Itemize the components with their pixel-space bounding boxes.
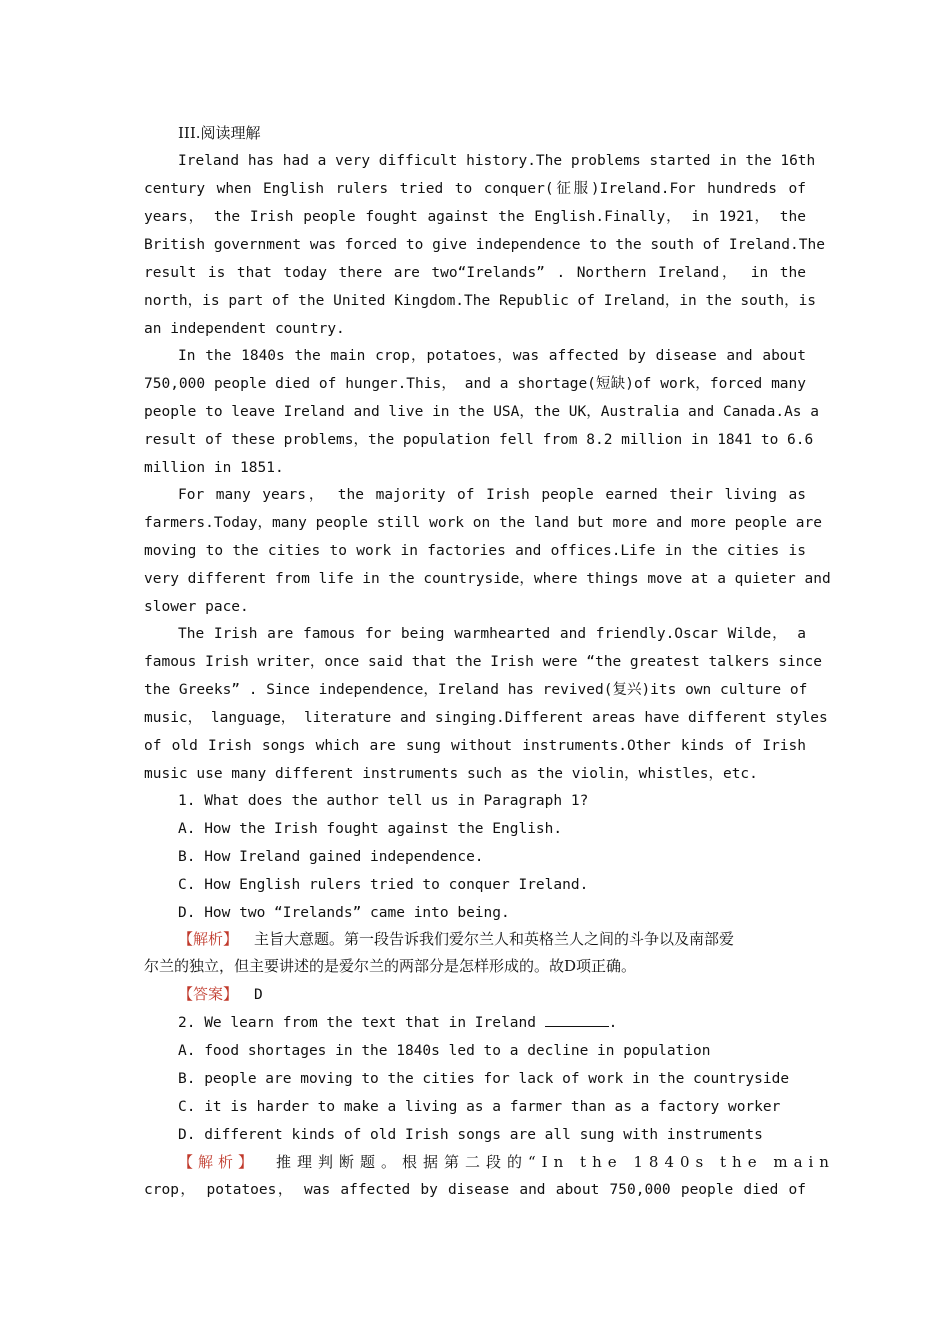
passage-line: The Irish are famous for being warmhearted and friendly.Oscar Wilde， a <box>178 626 806 642</box>
passage-line: people to leave Ireland and live in the USA，the UK，Australia and Canada.As a <box>144 404 820 420</box>
passage-line: music， language， literature and singing.Different areas have different styles <box>144 710 828 726</box>
passage-line: very different from life in the countryside，where things move at a quieter and <box>144 571 831 587</box>
passage-line: century when English rulers tried to conquer(征服)Ireland.For hundreds of <box>144 181 806 197</box>
analysis-text: 推理判断题。根据第二段的“In the 1840s the main <box>276 1153 835 1171</box>
passage-line: For many years， the majority of Irish people earned their living as <box>178 487 806 503</box>
passage-line: of old Irish songs which are sung without instruments.Other kinds of Irish <box>144 738 806 754</box>
question-1-analysis-cont: 尔兰的独立，但主要讲述的是爱尔兰的两部分是怎样形成的。故D项正确。 <box>144 957 637 975</box>
passage-line: the Greeks” . Since independence，Ireland has revived(复兴)its own culture of <box>144 682 808 698</box>
analysis-tag: 【解析】 <box>178 930 239 948</box>
answer-tag: 【答案】 <box>178 985 239 1003</box>
question-2-analysis-cont: crop， potatoes， was affected by disease and about 750,000 people died of <box>144 1182 806 1198</box>
passage-line: million in 1851. <box>144 460 284 476</box>
passage-line: an independent country. <box>144 321 345 337</box>
question-1-option-c: C. How English rulers tried to conquer Ireland. <box>178 877 589 893</box>
passage-line: north，is part of the United Kingdom.The Republic of Ireland，in the south，is <box>144 293 817 309</box>
passage-line: Ireland has had a very difficult history.The problems started in the 16th <box>178 153 816 169</box>
passage-line: years， the Irish people fought against the English.Finally， in 1921， the <box>144 209 806 225</box>
section-title: III.阅读理解 <box>178 124 261 142</box>
answer-value: D <box>254 987 263 1003</box>
question-2-stem: 2. We learn from the text that in Ireland . <box>144 1010 806 1036</box>
analysis-tag: 【解析】 <box>178 1153 259 1171</box>
question-1-answer <box>144 981 806 1007</box>
passage-line: slower pace. <box>144 599 249 615</box>
passage-line: famous Irish writer，once said that the Irish were “the greatest talkers since <box>144 654 822 670</box>
passage-line: 750,000 people died of hunger.This， and a shortage(短缺)of work，forced many <box>144 376 806 392</box>
question-2-option-b: B. people are moving to the cities for lack of work in the countryside <box>178 1071 790 1087</box>
passage-line: moving to the cities to work in factories and offices.Life in the cities is <box>144 543 806 559</box>
question-2-option-a: A. food shortages in the 1840s led to a decline in population <box>178 1043 711 1059</box>
question-1-option-a: A. How the Irish fought against the English. <box>178 821 563 837</box>
passage-line: In the 1840s the main crop，potatoes，was affected by disease and about <box>178 348 806 364</box>
passage-line: result is that today there are two“Irelands” . Northern Ireland， in the <box>144 265 806 281</box>
question-1-stem: 1. What does the author tell us in Paragraph 1? <box>178 793 589 809</box>
question-1-option-d: D. How two “Irelands” came into being. <box>178 905 510 921</box>
passage-line: British government was forced to give independence to the south of Ireland.The <box>144 237 825 253</box>
answer-blank <box>545 1012 609 1027</box>
passage-line: music use many different instruments such as the violin，whistles，etc. <box>144 766 758 782</box>
passage-line: result of these problems，the population fell from 8.2 million in 1841 to 6.6 <box>144 432 814 448</box>
question-1-option-b: B. How Ireland gained independence. <box>178 849 484 865</box>
question-2-option-d: D. different kinds of old Irish songs are all sung with instruments <box>178 1127 763 1143</box>
analysis-text: 主旨大意题。第一段告诉我们爱尔兰人和英格兰人之间的斗争以及南部爱 <box>254 930 735 948</box>
passage-line: farmers.Today，many people still work on the land but more and more people are <box>144 515 822 531</box>
question-1-analysis <box>144 926 806 952</box>
question-2-option-c: C. it is harder to make a living as a farmer than as a factory worker <box>178 1099 781 1115</box>
question-2-analysis <box>144 1149 835 1175</box>
